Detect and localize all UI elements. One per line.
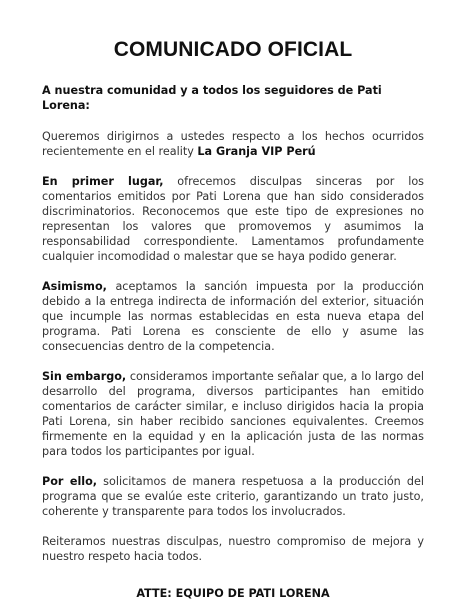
paragraph-text: ofrecemos disculpas sinceras por los comentarios emitidos por Pati Lorena que han sido considerados discriminatorios. Reconocemos que este tipo de expresiones no representan los valores que promovemos y asumimos la responsabilidad correspondiente. Lamentamos profundamente cualquier incomodidad o malestar que se haya podido generar. xyxy=(42,175,424,263)
paragraph-however xyxy=(42,369,424,459)
intro-text: Queremos dirigirnos a ustedes respecto a los hechos ocurridos recientemente en el reality xyxy=(42,130,424,158)
paragraph-lead: En primer lugar, xyxy=(42,175,164,188)
signature: ATTE: EQUIPO DE PATI LORENA xyxy=(136,587,330,600)
intro-paragraph xyxy=(42,129,424,159)
salutation: A nuestra comunidad y a todos los seguidores de Pati Lorena: xyxy=(42,84,382,112)
paragraph-lead: Sin embargo, xyxy=(42,370,127,383)
paragraph-lead: Asimismo, xyxy=(42,280,107,293)
paragraph-text: consideramos importante señalar que, a lo largo del desarrollo del programa, diversos participantes han emitido comentarios de carácter similar, e incluso dirigidos hacia la propia Pati Lorena, sin haber recibido sanciones equivalentes. Creemos firmemente en la equidad y en la aplicación justa de las normas para todos los participantes por igual. xyxy=(42,370,424,458)
paragraph-request xyxy=(42,474,424,519)
paragraph-lead: Por ello, xyxy=(42,475,98,488)
show-name: La Granja VIP Perú xyxy=(197,145,316,158)
document-title: COMUNICADO OFICIAL xyxy=(113,38,353,61)
paragraph-text: aceptamos la sanción impuesta por la producción debido a la entrega indirecta de información del exterior, situación que incumple las normas establecidas en esta nueva etapa del programa. Pati Lorena es consciente de ello y asume las consecuencias dentro de la competencia. xyxy=(42,280,424,353)
paragraph-apology xyxy=(42,174,424,264)
closing-paragraph: Reiteramos nuestras disculpas, nuestro compromiso de mejora y nuestro respeto hacia todos. xyxy=(42,535,424,563)
paragraph-text: solicitamos de manera respetuosa a la producción del programa que se evalúe este criterio, garantizando un trato justo, coherente y transparente para todos los involucrados. xyxy=(42,475,424,518)
paragraph-sanction xyxy=(42,279,424,354)
